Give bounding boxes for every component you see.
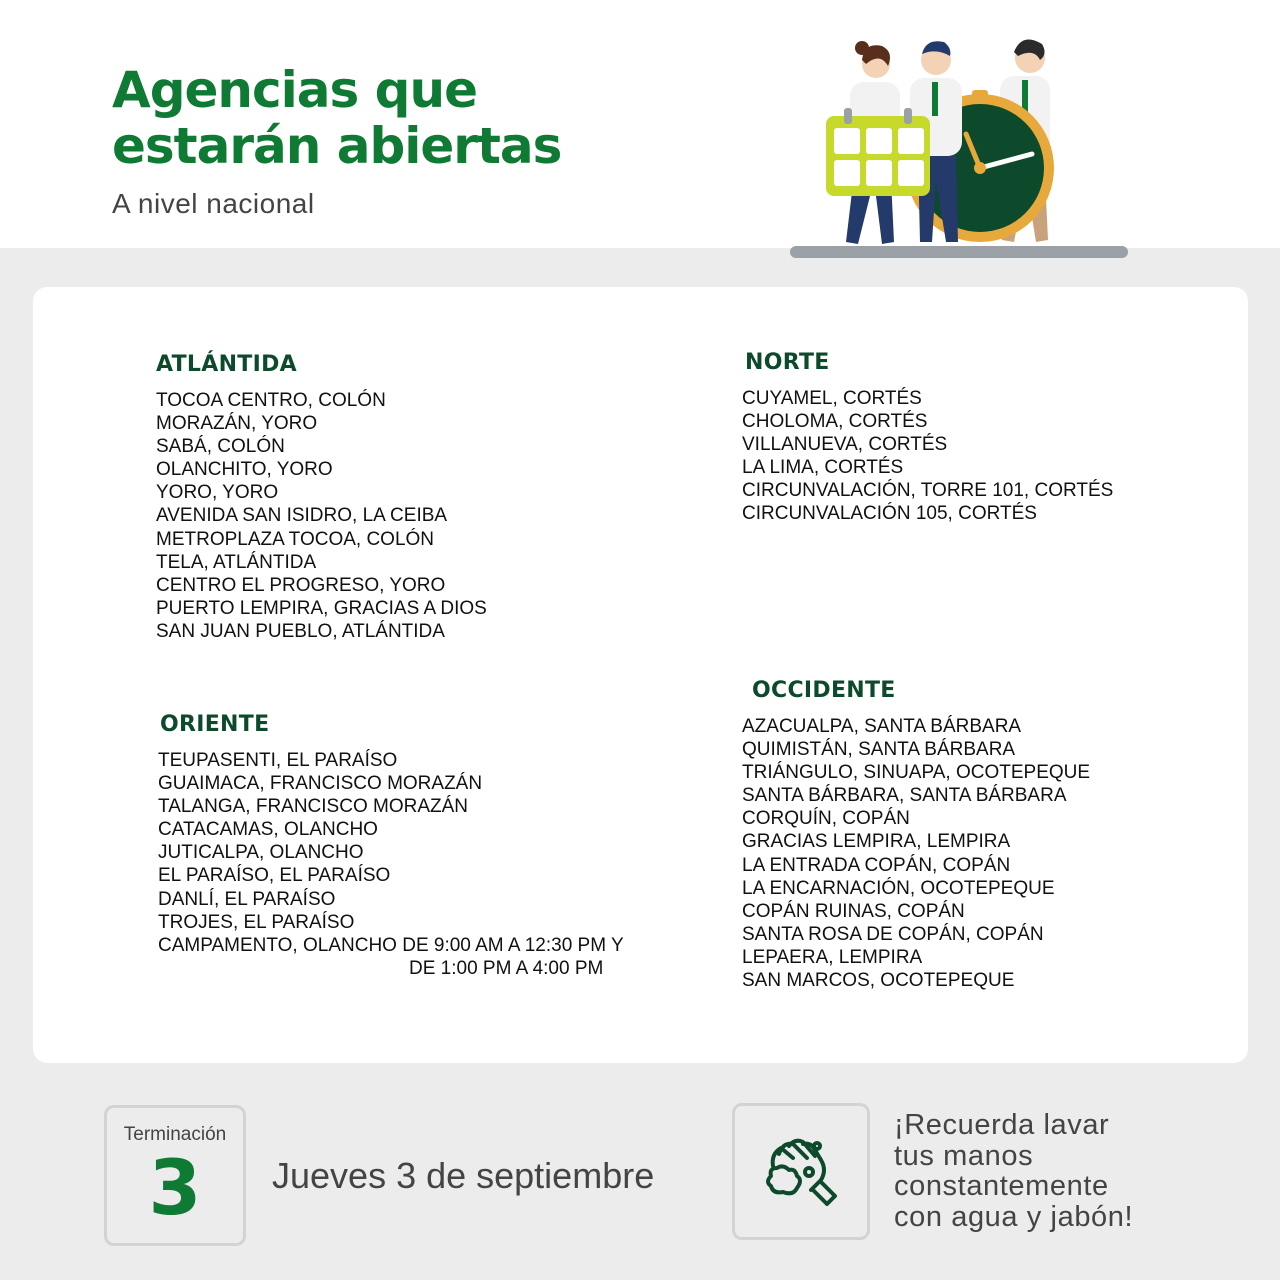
list-item: YORO, YORO [156, 482, 279, 504]
agencies-card [33, 287, 1248, 1063]
list-item: LEPAERA, LEMPIRA [742, 946, 923, 968]
list-item: DANLÍ, EL PARAÍSO [158, 888, 336, 910]
people-calendar-clock-illustration [786, 30, 1132, 266]
agency-list-atlantida [156, 389, 487, 643]
list-item: MORAZÁN, YORO [156, 413, 318, 435]
list-item: GRACIAS LEMPIRA, LEMPIRA [742, 831, 1011, 853]
list-item: CAMPAMENTO, OLANCHO DE 9:00 AM A 12:30 PM Y [158, 934, 624, 956]
page-title [112, 62, 712, 174]
list-item: TEUPASENTI, EL PARAÍSO [158, 750, 398, 771]
list-item: AZACUALPA, SANTA BÁRBARA [742, 716, 1022, 737]
reminder-line-4: con agua y jabón! [894, 1200, 1134, 1233]
list-item: SABÁ, COLÓN [156, 436, 285, 458]
list-item: CUYAMEL, CORTÉS [742, 388, 922, 409]
date-text: Jueves 3 de septiembre [272, 1155, 655, 1196]
list-item: CIRCUNVALACIÓN, TORRE 101, CORTÉS [742, 480, 1114, 502]
list-item: METROPLAZA TOCOA, COLÓN [156, 528, 435, 550]
termination-label: Terminación [123, 1124, 227, 1145]
region-title-occidente: OCCIDENTE [752, 678, 896, 703]
list-item: TALANGA, FRANCISCO MORAZÁN [158, 796, 469, 818]
page-subtitle: A nivel nacional [112, 188, 315, 219]
list-item: COPÁN RUINAS, COPÁN [742, 900, 965, 922]
agency-list-norte [742, 387, 1113, 526]
list-item: TELA, ATLÁNTIDA [156, 551, 317, 573]
list-item: SANTA BÁRBARA, SANTA BÁRBARA [742, 785, 1067, 807]
region-norte [742, 349, 1113, 526]
reminder-text [894, 1110, 1194, 1232]
list-item: PUERTO LEMPIRA, GRACIAS A DIOS [156, 597, 487, 619]
hand-washing-icon [763, 1132, 843, 1212]
termination-badge [104, 1105, 246, 1246]
list-item: JUTICALPA, OLANCHO [158, 842, 364, 864]
list-item: TRIÁNGULO, SINUAPA, OCOTEPEQUE [742, 762, 1091, 784]
list-item: SAN MARCOS, OCOTEPEQUE [742, 970, 1015, 992]
list-item: LA LIMA, CORTÉS [742, 457, 904, 479]
agency-list-occidente [742, 715, 1090, 992]
list-item: CHOLOMA, CORTÉS [742, 411, 928, 433]
list-item: LA ENCARNACIÓN, OCOTEPEQUE [742, 877, 1055, 899]
region-oriente [158, 711, 624, 980]
list-item: CENTRO EL PROGRESO, YORO [156, 574, 446, 596]
region-title-atlantida: ATLÁNTIDA [156, 352, 297, 377]
list-item: TOCOA CENTRO, COLÓN [156, 390, 386, 411]
list-item: CORQUÍN, COPÁN [742, 808, 910, 830]
reminder-line-1: ¡Recuerda lavar [894, 1109, 1110, 1141]
list-item: QUIMISTÁN, SANTA BÁRBARA [742, 739, 1016, 761]
termination-number: 3 [148, 1143, 202, 1232]
list-item: CIRCUNVALACIÓN 105, CORTÉS [742, 503, 1037, 525]
list-item: AVENIDA SAN ISIDRO, LA CEIBA [156, 505, 448, 527]
list-item: TROJES, EL PARAÍSO [158, 911, 355, 933]
region-title-oriente: ORIENTE [160, 712, 270, 737]
agency-list-oriente [158, 749, 624, 980]
page-title-line-2: estarán abiertas [112, 117, 562, 175]
reminder-line-2: tus manos [894, 1139, 1034, 1172]
list-item: SAN JUAN PUEBLO, ATLÁNTIDA [156, 620, 445, 642]
list-item-continuation: DE 1:00 PM A 4:00 PM [409, 957, 604, 979]
header-section [0, 0, 1280, 248]
page-title-line-1: Agencias que [112, 61, 477, 119]
list-item: LA ENTRADA COPÁN, COPÁN [742, 854, 1011, 876]
hand-washing-badge [732, 1103, 870, 1240]
list-item: GUAIMACA, FRANCISCO MORAZÁN [158, 773, 483, 795]
list-item: SANTA ROSA DE COPÁN, COPÁN [742, 923, 1044, 945]
region-occidente [742, 677, 1090, 992]
list-item: CATACAMAS, OLANCHO [158, 819, 378, 841]
region-title-norte: NORTE [745, 350, 830, 375]
list-item: EL PARAÍSO, EL PARAÍSO [158, 865, 391, 887]
region-atlantida [156, 351, 487, 643]
list-item: VILLANUEVA, CORTÉS [742, 434, 948, 456]
list-item: OLANCHITO, YORO [156, 459, 333, 481]
reminder-line-3: constantemente [894, 1170, 1109, 1202]
